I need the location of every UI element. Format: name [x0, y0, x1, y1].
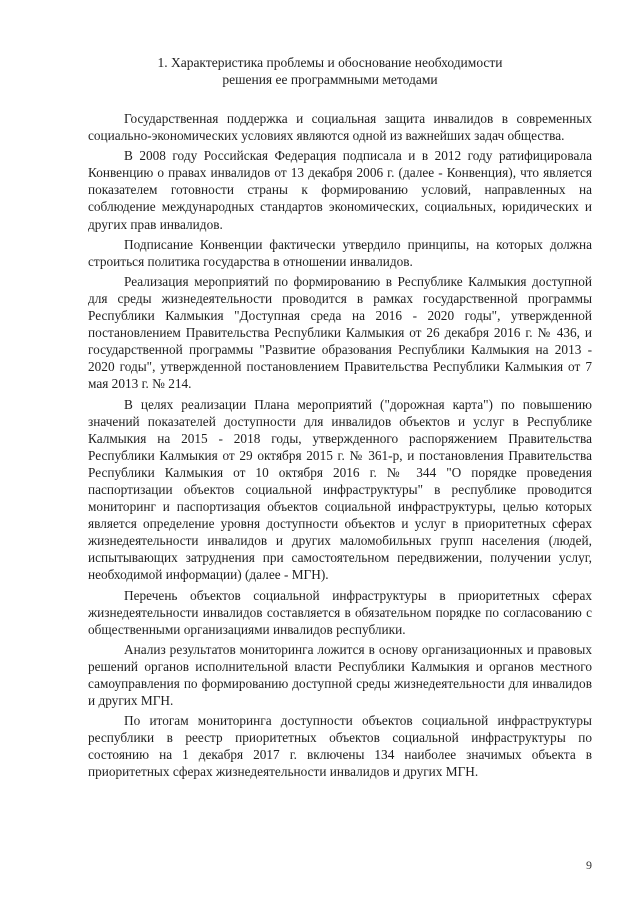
section-heading-line-1: 1. Характеристика проблемы и обоснование необходимости	[157, 55, 503, 70]
section-heading	[80, 54, 580, 88]
paragraph: В целях реализации Плана мероприятий ("дорожная карта") по повышению значений показателей доступности для инвалидов объектов и услуг в Республике Калмыкия на 2015 - 2018 годы, утвержденного распоряжением Правительства Республики Калмыкия от 29 октября 2015 г. № 361-р, и постановления Правительства Республики Калмыкия от 10 октября 2016 г. № 344 "О порядке проведения паспортизации объектов социальной инфраструктуры" в республике проводится мониторинг и паспортизация объектов социальной инфраструктуры, целью которых является определение уровня доступности объектов и услуг в приоритетных сферах жизнедеятельности инвалидов и других маломобильных групп населения (людей, испытывающих затруднения при самостоятельном передвижении, получении услуг, необходимой информации) (далее - МГН).	[88, 396, 592, 583]
paragraph: По итогам мониторинга доступности объектов социальной инфраструктуры республики в реестр приоритетных объектов социальной инфраструктуры по состоянию на 1 декабря 2017 г. включены 134 наиболее значимых объекта в приоритетных сферах жизнедеятельности инвалидов и других МГН.	[88, 713, 592, 780]
section-heading-line-2: решения ее программными методами	[222, 72, 438, 87]
paragraph: Перечень объектов социальной инфраструктуры в приоритетных сферах жизнедеятельности инвалидов составляется в обязательном порядке по согласованию с общественными организациями инвалидов республики.	[88, 587, 592, 637]
paragraph: Реализация мероприятий по формированию в Республике Калмыкия доступной для среды жизнедеятельности проводится в рамках государственной программы Республики Калмыкия "Доступная среда на 2016 - 2020 годы", утвержденной постановлением Правительства Республики Калмыкия от 26 декабря 2016 г. № 436, и государственной программы "Развитие образования Республики Калмыкия на 2013 - 2020 годы", утвержденной постановлением Правительства Республики Калмыкия от 7 мая 2013 г. № 214.	[88, 273, 592, 392]
paragraph: Подписание Конвенции фактически утвердило принципы, на которых должна строиться политика государства в отношении инвалидов.	[88, 236, 592, 269]
body-text	[88, 110, 592, 781]
paragraph: Анализ результатов мониторинга ложится в основу организационных и правовых решений органов исполнительной власти Республики Калмыкия и органов местного самоуправления по формированию доступной среды жизнедеятельности для инвалидов и других МГН.	[88, 641, 592, 709]
paragraph: Государственная поддержка и социальная защита инвалидов в современных социально-экономических условиях являются одной из важнейших задач общества.	[88, 111, 592, 144]
page-number: 9	[586, 858, 592, 872]
paragraph: В 2008 году Российская Федерация подписала и в 2012 году ратифицировала Конвенцию о правах инвалидов от 13 декабря 2006 г. (далее - Конвенция), что является показателем готовности страны к формированию условий, направленных на соблюдение международных стандартов экономических, социальных, юридических и других прав инвалидов.	[88, 148, 592, 232]
